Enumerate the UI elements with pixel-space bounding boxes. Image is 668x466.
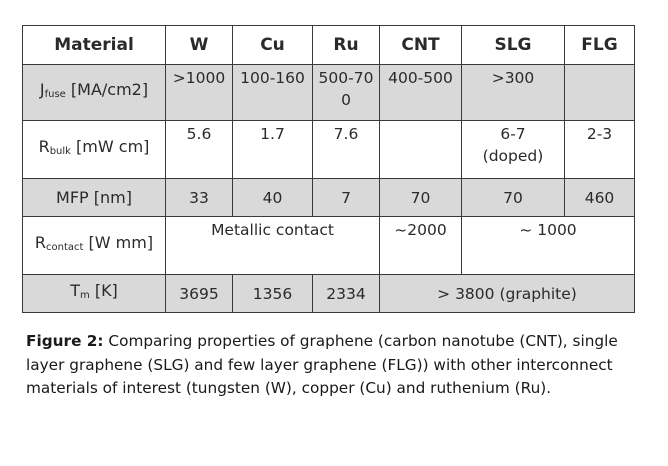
cell-rcontact-metals: Metallic contact (166, 217, 380, 275)
cell-rbulk-cu: 1.7 (233, 121, 313, 179)
row-rcontact (23, 217, 635, 275)
cell-mfp-slg: 70 (462, 179, 565, 217)
cell-mfp-cnt: 70 (380, 179, 462, 217)
cell-jfuse-cnt: 400-500 (380, 65, 462, 121)
cell-jfuse-slg: >300 (462, 65, 565, 121)
cell-jfuse-ru: 500-700 (313, 65, 380, 121)
header-flg: FLG (565, 26, 635, 65)
cell-mfp-w: 33 (166, 179, 233, 217)
header-material: Material (23, 26, 166, 65)
label-jfuse: $J_{fuse}$ [MA/cm2] (23, 65, 166, 121)
cell-rbulk-cnt (380, 121, 462, 179)
properties-table-container (22, 25, 634, 313)
cell-rcontact-cnt: ~2000 (380, 217, 462, 275)
cell-jfuse-w: >1000 (166, 65, 233, 121)
cell-jfuse-flg (565, 65, 635, 121)
cell-tm-ru: 2334 (313, 275, 380, 313)
header-cu: Cu (233, 26, 313, 65)
cell-mfp-flg: 460 (565, 179, 635, 217)
cell-tm-cu: 1356 (233, 275, 313, 313)
cell-rbulk-w: 5.6 (166, 121, 233, 179)
row-rbulk (23, 121, 635, 179)
cell-rbulk-ru: 7.6 (313, 121, 380, 179)
cell-tm-w: 3695 (166, 275, 233, 313)
header-cnt: CNT (380, 26, 462, 65)
caption-label: Figure 2: (26, 332, 104, 350)
header-w: W (166, 26, 233, 65)
header-ru: Ru (313, 26, 380, 65)
cell-jfuse-cu: 100-160 (233, 65, 313, 121)
cell-mfp-cu: 40 (233, 179, 313, 217)
label-rcontact: $R_{contact}$ [W mm] (23, 217, 166, 275)
header-row (23, 26, 635, 65)
figure-caption (26, 330, 646, 401)
label-tm: $T_m$ [K] (23, 275, 166, 313)
row-mfp (23, 179, 635, 217)
row-tm (23, 275, 635, 313)
cell-rcontact-graphene: ~ 1000 (462, 217, 635, 275)
header-slg: SLG (462, 26, 565, 65)
label-rbulk: $R_{bulk}$ [mW cm] (23, 121, 166, 179)
caption-text: Comparing properties of graphene (carbon nanotube (CNT), single layer graphene (SLG) and few layer graphene (FLG)) with other interconnect materials of interest (tungsten (W), copper (Cu) and ruthenium (Ru). (26, 332, 618, 397)
cell-tm-carbon: > 3800 (graphite) (380, 275, 635, 313)
cell-rbulk-flg: 2-3 (565, 121, 635, 179)
cell-rbulk-slg: 6-7 (doped) (462, 121, 565, 179)
cell-mfp-ru: 7 (313, 179, 380, 217)
properties-table (22, 25, 635, 313)
label-mfp: MFP [nm] (23, 179, 166, 217)
row-jfuse (23, 65, 635, 121)
